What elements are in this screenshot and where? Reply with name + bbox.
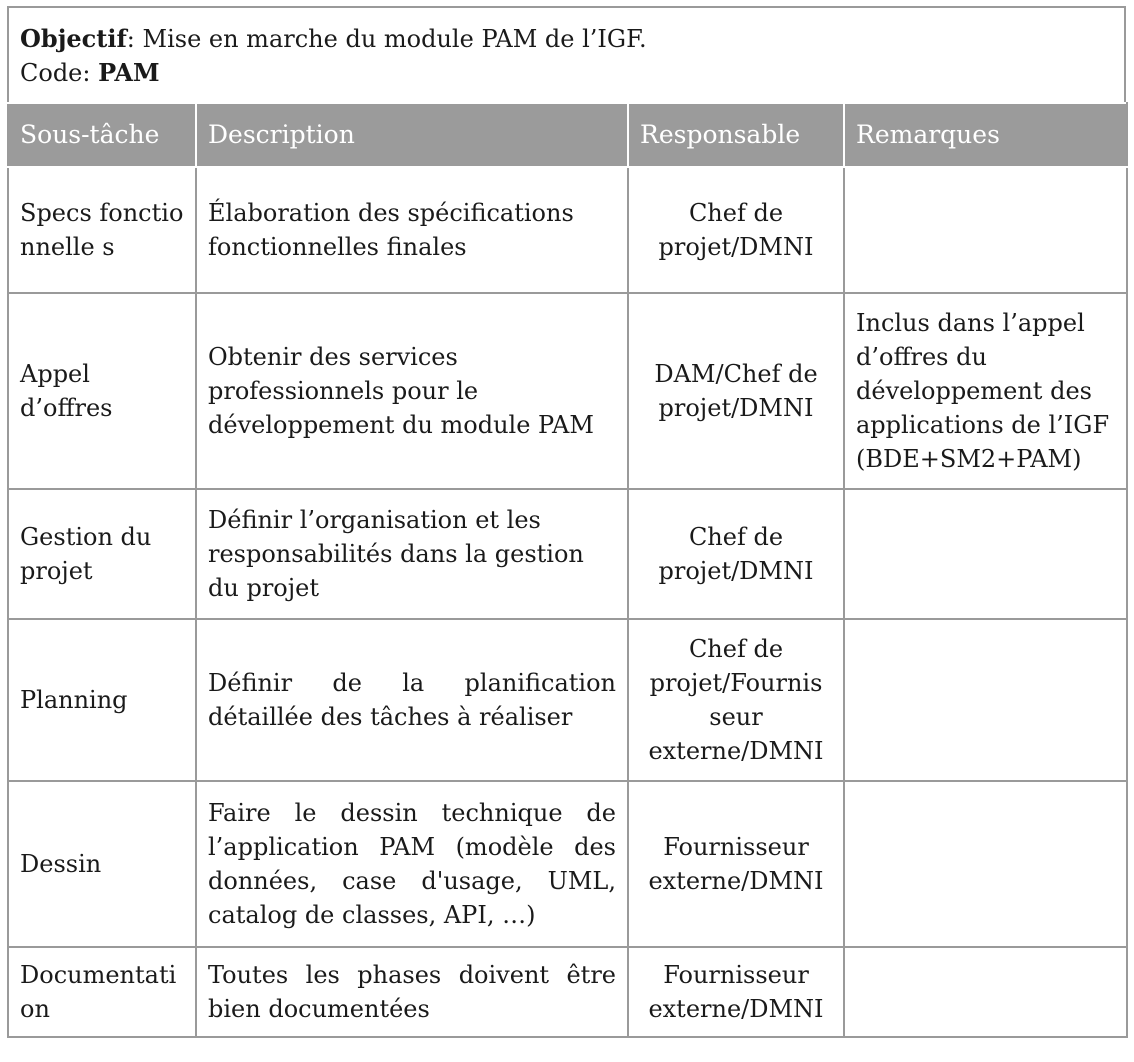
remarks-cell — [844, 619, 1127, 781]
table-row — [8, 167, 1127, 293]
table-header-row — [8, 103, 1127, 167]
description-cell: Faire le dessin technique de l’application PAM (modèle des données, case d'usage, UML, catalog de classes, API, …) — [196, 781, 628, 947]
table-row — [8, 293, 1127, 489]
responsible-cell: Chef de projet/Fournis seur externe/DMNI — [628, 619, 844, 781]
remarks-cell — [844, 167, 1127, 293]
column-header-description: Description — [196, 103, 628, 167]
objective-label: Objectif — [20, 24, 127, 53]
task-table — [7, 102, 1128, 1038]
responsible-cell: DAM/Chef de projet/DMNI — [628, 293, 844, 489]
subtask-cell: Appel d’offres — [8, 293, 196, 489]
description-cell: Obtenir des services professionnels pour le développement du module PAM — [196, 293, 628, 489]
objective-text: : Mise en marche du module PAM de l’IGF. — [126, 25, 647, 53]
responsible-cell: Chef de projet/DMNI — [628, 167, 844, 293]
table-row — [8, 947, 1127, 1037]
code-value: PAM — [98, 58, 160, 87]
column-header-responsible: Responsable — [628, 103, 844, 167]
description-cell: Toutes les phases doivent être bien documentées — [196, 947, 628, 1037]
code-line — [20, 56, 1113, 90]
subtask-cell: Gestion du projet — [8, 489, 196, 619]
responsible-cell: Fournisseur externe/DMNI — [628, 947, 844, 1037]
column-header-subtask: Sous-tâche — [8, 103, 196, 167]
subtask-cell: Planning — [8, 619, 196, 781]
remarks-cell — [844, 947, 1127, 1037]
objective-line — [20, 22, 1113, 56]
table-row — [8, 489, 1127, 619]
description-cell: Définir de la planification détaillée des tâches à réaliser — [196, 619, 628, 781]
responsible-cell: Chef de projet/DMNI — [628, 489, 844, 619]
table-row — [8, 619, 1127, 781]
description-cell: Définir l’organisation et les responsabilités dans la gestion du projet — [196, 489, 628, 619]
column-header-remarks: Remarques — [844, 103, 1127, 167]
table-row — [8, 781, 1127, 947]
objective-box — [7, 6, 1126, 102]
remarks-cell — [844, 781, 1127, 947]
code-label: Code: — [20, 59, 99, 87]
remarks-cell — [844, 489, 1127, 619]
remarks-cell: Inclus dans l’appel d’offres du développement des applications de l’IGF (BDE+SM2+PAM) — [844, 293, 1127, 489]
document — [7, 6, 1126, 1038]
responsible-cell: Fournisseur externe/DMNI — [628, 781, 844, 947]
subtask-cell: Specs fonctionnelle s — [8, 167, 196, 293]
subtask-cell: Documentati on — [8, 947, 196, 1037]
description-cell: Élaboration des spécifications fonctionnelles finales — [196, 167, 628, 293]
subtask-cell: Dessin — [8, 781, 196, 947]
